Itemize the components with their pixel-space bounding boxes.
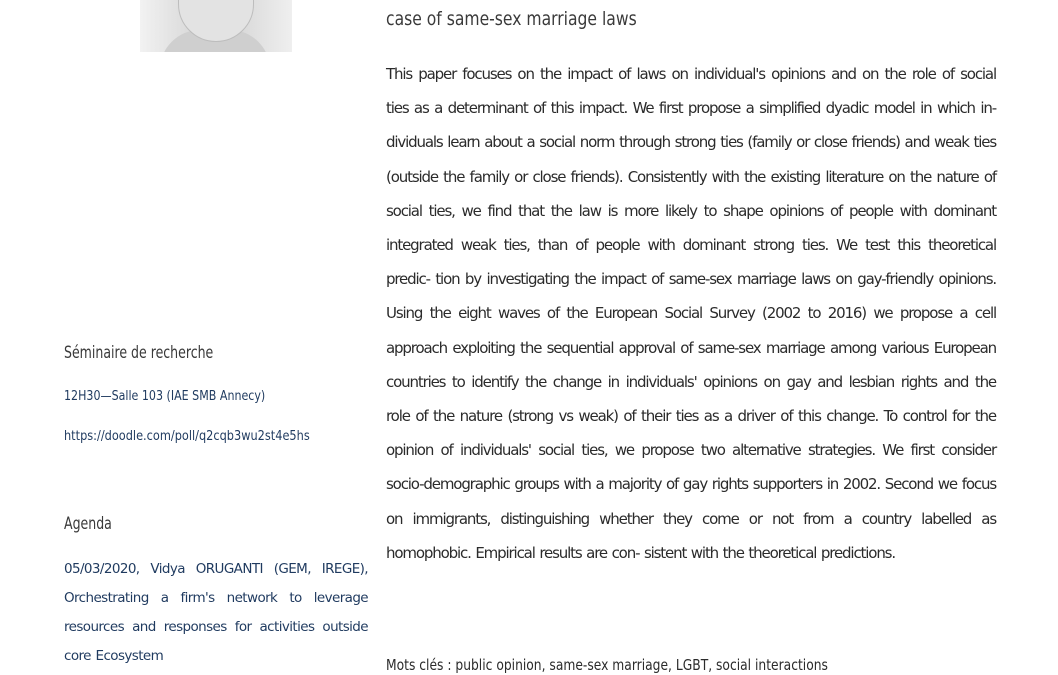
agenda-heading: Agenda	[64, 514, 112, 534]
keywords: Mots clés : public opinion, same-sex marriage, LGBT, social interactions	[386, 656, 828, 674]
speaker-photo	[140, 0, 292, 52]
paper-subtitle: case of same-sex marriage laws	[386, 8, 637, 30]
seminar-heading: Séminaire de recherche	[64, 343, 214, 363]
doodle-link[interactable]: https://doodle.com/poll/q2cqb3wu2st4e5hs	[64, 428, 310, 444]
abstract-text: This paper focuses on the impact of laws on individual's opinions and on the role of social ties as a determinant of this impact. We first propose a simplified dyadic model in which in- dividuals learn about a social norm through strong ties (family or close friends) and weak ties (outside the family or close friends). Consistently with the existing literature on the nature of social ties, we find that the law is more likely to shape opinions of people with dominant integrated weak ties, than of people with dominant strong ties. We test this theoretical predic- tion by investigating the impact of same-sex marriage laws on gay-friendly opinions. Using the eight waves of the European Social Survey (2002 to 2016) we propose a cell approach exploiting the sequential approval of same-sex marriage among various European countries to identify the change in individuals' opinions on gay and lesbian rights and the role of the nature (strong vs weak) of their ties as a driver of this change. To control for the opinion of individuals' social ties, we propose two alternative strategies. We first consider socio-demographic groups with a majority of gay rights supporters in 2002. Second we focus on immigrants, distinguishing whether they come or not from a country labelled as homophobic. Empirical results are con- sistent with the theoretical predictions.	[386, 65, 996, 562]
session-info: 12H30—Salle 103 (IAE SMB Annecy)	[64, 388, 266, 404]
agenda-item: 05/03/2020, Vidya ORUGANTI (GEM, IREGE), Orchestrating a firm's network to leverage resources and responses for activities outside core Ecosystem	[64, 561, 368, 664]
